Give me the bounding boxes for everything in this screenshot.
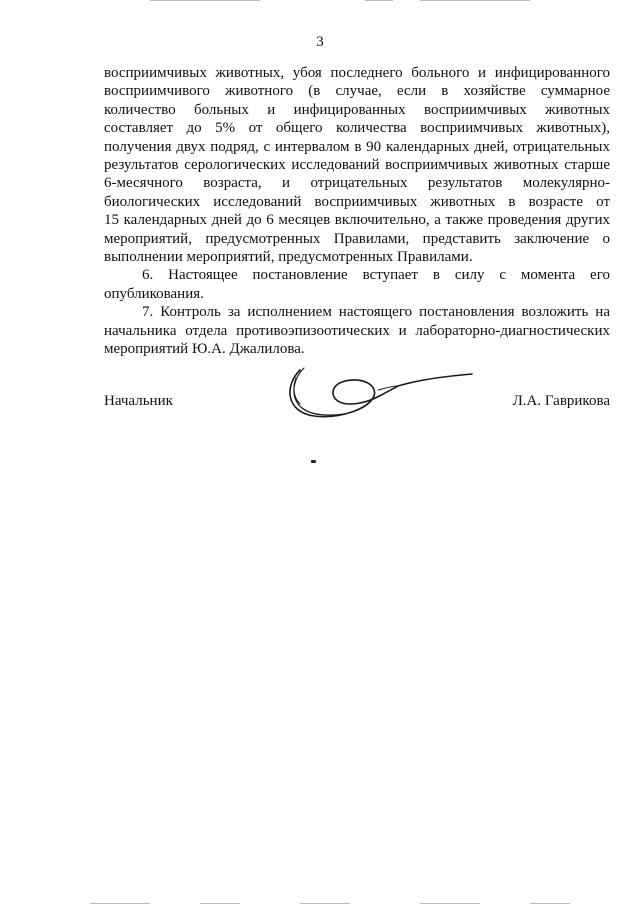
page-number: 3 [316, 34, 324, 50]
text-line: 15 календарных дней до 6 месяцев включительно, а также проведения других [104, 212, 610, 229]
text-line: выполнении мероприятий, предусмотренных Правилами. [104, 249, 473, 266]
text-line: составляет до 5% от общего количества восприимчивых животных), [104, 120, 610, 137]
ink-mark [311, 460, 316, 463]
text-line: восприимчивых животных, убоя последнего больного и инфицированного [104, 65, 610, 81]
text-line: 6-месячного возраста, и отрицательных результатов молекулярно- [104, 175, 610, 192]
scan-edge-top [0, 0, 640, 2]
document-body [104, 64, 610, 359]
item-7-line: начальника отдела противоэпизоотических и лабораторно-диагностических [104, 322, 610, 339]
item-7-line: мероприятий Ю.А. Джалилова. [104, 341, 305, 358]
text-line: восприимчивого животного (в случае, если в хозяйстве суммарное [104, 83, 610, 100]
text-line: результатов серологических исследований восприимчивых животных старше [104, 157, 610, 174]
text-line: мероприятий, предусмотренных Правилами, представить заключение о [104, 230, 610, 247]
item-6-line: 6. Настоящее постановление вступает в силу с момента его [142, 267, 610, 284]
text-line: биологических исследований восприимчивых животных в возрасте от [104, 193, 610, 210]
text-line: количество больных и инфицированных восприимчивых животных [104, 101, 610, 118]
handwritten-signature [278, 364, 474, 424]
item-6-line: опубликования. [104, 285, 204, 302]
signer-position: Начальник [104, 393, 173, 409]
signer-name: Л.А. Гаврикова [512, 393, 610, 409]
text-line: получения двух подряд, с интервалом в 90 календарных дней, отрицательных [104, 138, 610, 155]
item-7-line: 7. Контроль за исполнением настоящего постановления возложить на [142, 304, 610, 321]
